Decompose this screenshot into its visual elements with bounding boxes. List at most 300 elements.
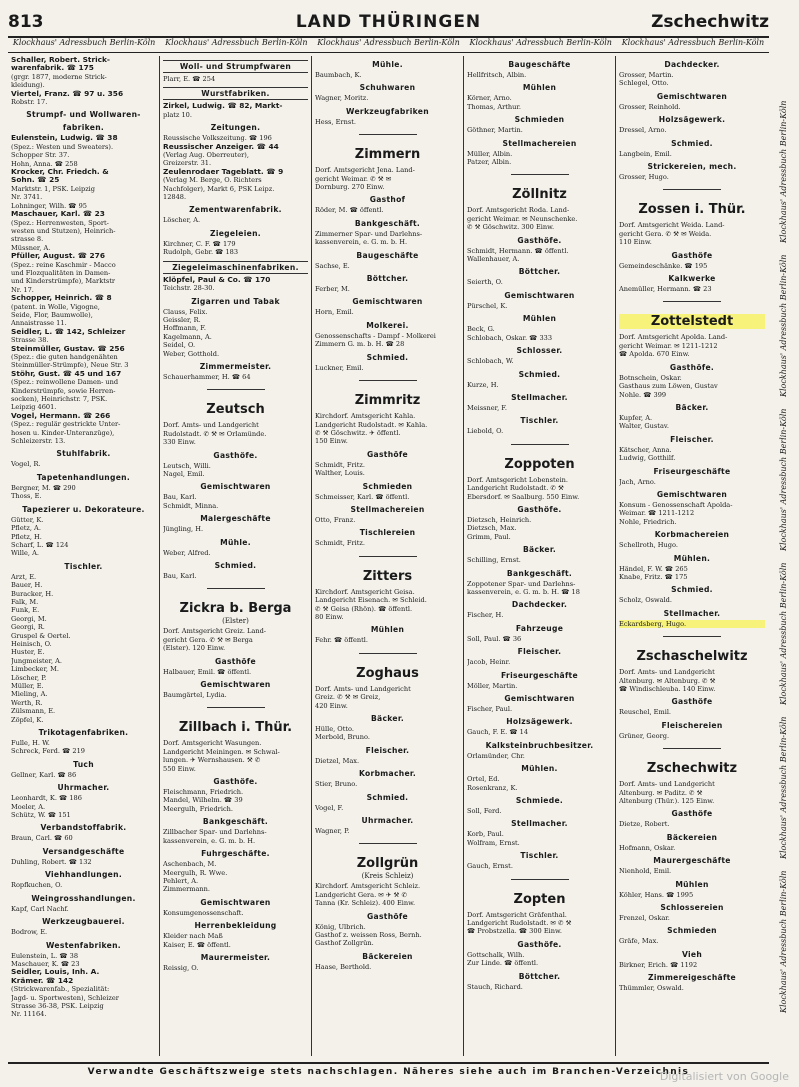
place-heading: Zoppoten [504,456,575,472]
category-heading: Holzsägewerk. [658,115,726,125]
directory-entry: Ortel, Ed. [467,775,500,784]
directory-entry: Kirchdorf. Amtsgericht Geisa. [315,587,415,596]
directory-entry: Röder, M. ☎ öffentl. [315,206,384,215]
directory-entry: Kleider nach Maß [163,932,223,941]
column-4 [464,56,616,1056]
category-heading: Mühle. [372,60,403,69]
directory-entry: (Spez.: Herrenwesten, Sport- [11,218,109,227]
directory-entry: Grosser, Hugo. [619,173,669,182]
directory-entry: Steinmüller, Gustav. ☎ 256 [11,344,125,353]
directory-entry: Falk, M. [11,597,39,606]
directory-entry: Schütz, W. ☎ 151 [11,811,71,820]
directory-entry: Soll, Paul. ☎ 36 [467,634,522,643]
directory-entry: Baumgärtel, Lydia. [163,691,227,700]
directory-entry: ☎ Probstzella. ☎ 300 Einw. [467,927,562,936]
directory-entry: Gasthof z. weissen Ross, Bernh. [315,931,422,940]
directory-entry: Gasthof Zollgrün. [315,939,374,948]
directory-entry: Anemüller, Hermann. ☎ 23 [619,285,712,294]
directory-entry: Jach, Arno. [619,477,656,486]
directory-entry: Bergner, M. ☎ 290 [11,483,76,492]
directory-entry: Scholz, Oswald. [619,596,672,605]
category-heading: Fahrzeuge [515,623,564,633]
category-heading: Tischlereien [359,528,416,538]
directory-entry: Hess, Ernst. [315,117,356,126]
place-heading: Zeutsch [206,402,265,418]
directory-columns [8,56,768,1056]
directory-entry: Soll, Ferd. [467,807,502,816]
directory-entry: Merbold, Bruno. [315,733,370,742]
directory-entry: Werth, R. [11,698,43,707]
directory-entry: Walther, Louis. [315,469,365,478]
directory-entry: Dorf. Amtsgericht Wasungen. [163,739,262,748]
directory-entry: Schopper Str. 37. [11,151,70,160]
place-heading: Zimmern [354,147,421,163]
directory-entry: Wallenhauer, A. [467,255,520,264]
category-heading: Gasthof [369,195,406,205]
category-heading: Weingrosshandlungen. [31,893,136,903]
directory-entry: (Spez.: die guten handgenähten [11,353,118,361]
directory-entry: Weber, Alfred. [163,548,211,557]
page-number: 813 [8,12,44,32]
directory-entry: Pürschel, K. [467,301,508,310]
directory-entry: Heinisch, O. [11,639,52,648]
directory-entry: 550 Einw. [163,764,196,773]
directory-entry: Wille, A. [11,549,39,558]
category-heading: Bäcker. [522,545,557,555]
category-heading: Bankgeschäft. [506,568,573,578]
category-heading: Kalkwerke [668,274,716,284]
directory-entry: (Spez.: reinwollene Damen- und [11,378,119,387]
directory-entry: Teichstr. 28-30. [163,284,215,293]
directory-entry: Gemeindeschänke. ☎ 195 [619,261,708,270]
directory-entry: kassenverein, e. G. m. b. H. [315,238,408,247]
directory-entry: Zoppotener Spar- und Darlehns- [467,579,576,588]
category-heading: Gemischtwaren [200,680,271,690]
directory-entry: Thümmler, Oswald. [619,984,684,993]
directory-entry: Schlobach, W. [467,357,514,366]
category-heading: Gasthöfe. [517,235,562,245]
directory-entry: Meissner, F. [467,403,507,412]
directory-entry: Horn, Emil. [315,308,354,317]
directory-entry: Altenburg (Thür.). 125 Einw. [619,797,715,806]
directory-entry: Landgericht Rudolstadt. ✆ ⚒ [467,484,564,493]
directory-entry: Zirkel, Ludwig. ☎ 82, Markt- [163,102,283,111]
directory-entry: Müller, Albin. [467,149,513,158]
category-heading: Stuhlfabrik. [56,449,111,459]
side-margin-banner [779,95,793,1025]
directory-entry: Ferber, M. [315,285,350,294]
directory-entry: Marktstr. 1, PSK. Leipzig [11,184,96,193]
directory-entry: Kirchner, C. F. ☎ 179 [163,239,236,248]
category-heading: Bankgeschäft. [354,218,421,228]
directory-entry: Beck, G. [467,325,495,334]
directory-entry: Dietze, Robert. [619,820,670,829]
directory-entry: Kirchdorf. Amtsgericht Kahla. [315,412,416,421]
directory-entry: Clauss, Felix. [163,307,208,316]
section-divider [359,556,417,557]
category-heading: Fleischereien [661,720,723,730]
directory-entry: Stauch, Richard. [467,982,523,991]
category-heading: Gemischtwaren [504,694,575,703]
directory-entry: Dietzel, Max. [315,756,360,765]
category-heading: Versandgeschäfte [42,846,125,856]
directory-entry: ☎ Apolda. 670 Einw. [619,350,690,359]
digitization-watermark: Digitalisiert von Google [659,1070,789,1083]
category-heading: Schmied. [671,585,713,595]
category-heading: Herrenbekleidung [194,921,277,931]
directory-entry: Seidler, L. ☎ 142, Schleizer [11,327,126,336]
directory-entry: Leipzig 4601. [11,403,57,412]
directory-entry: Altenburg. ✉ Altenburg. ✆ ⚒ [619,676,716,685]
directory-entry: Fischer, Paul. [467,705,513,713]
category-heading: Schlossereien [660,903,724,913]
category-heading: Vieh [681,949,703,959]
directory-entry: Fehr. ☎ öffentl. [315,636,368,645]
directory-entry: Baumbach, K. [315,71,362,79]
category-heading: Mühlen [370,625,405,635]
side-klockhaus-label: Klockhaus' Adressbuch Berlin-Köln [779,100,788,244]
category-heading: Fleischer. [365,745,410,755]
directory-entry: Nr. 17. [11,285,34,294]
klockhaus-label: Klockhaus' Adressbuch Berlin-Köln [12,38,156,47]
category-heading: Trikotagenfabriken. [38,728,129,738]
directory-entry: Ebersdorf. ✉ Saalburg. 550 Einw. [467,492,580,501]
category-heading: Bankgeschäft. [202,817,269,827]
directory-entry: und Flozqualitäten in Damen- [11,268,111,277]
category-heading: Zimmermeister. [199,361,272,371]
directory-entry: Konsum - Genossenschaft Apolda- [619,500,733,509]
directory-entry: (Spez.: Westen und Sweaters). [11,142,114,151]
category-heading: Schmiede. [515,796,564,806]
directory-entry: Gütter, K. [11,515,44,524]
directory-entry: Scharf, L. ☎ 124 [11,540,69,549]
place-heading: Zimmritz [354,393,421,409]
directory-entry: Schleizerstr. 13. [11,437,66,446]
place-heading: Zickra b. Berga [179,601,292,617]
directory-entry: Dorf. Amts- und Landgericht [315,684,411,693]
category-heading: Mühle. [220,537,251,547]
directory-entry: ☎ Windischleuba. 140 Einw. [619,685,716,693]
page-title: LAND THÜRINGEN [295,12,482,32]
directory-entry: Meergulh, Friedrich. [163,804,233,813]
directory-entry: gericht Weimar. ✉ Neunschenke. [467,214,578,223]
column-2 [160,56,312,1056]
directory-entry: Landgericht Rudolstadt. ✉ Kahla. [315,420,428,429]
category-heading: Gemischtwaren [200,897,271,907]
directory-entry: Fulle, H. W. [11,739,50,748]
directory-entry: Maschauer, K. ☎ 23 [11,959,80,968]
directory-entry: Aschenbach, M. [163,860,217,869]
directory-entry: Nachfolger), Markt 6, PSK Leipz. [163,184,275,193]
category-heading: Stellmacher. [663,608,721,618]
directory-entry: Müssner, A. [11,243,51,252]
category-heading: Friseurgeschäfte [653,466,731,476]
directory-entry: Kaiser, E. ☎ öffentl. [163,940,231,949]
directory-entry: Weimar. ☎ 1211-1212 [619,509,695,518]
category-heading: Gemischtwaren [200,482,271,492]
category-heading: Strickereien, mech. [647,162,737,172]
section-divider [359,653,417,654]
directory-entry: Sohn. ☎ 25 [11,176,60,185]
directory-entry: Gauch, Ernst. [467,862,513,871]
directory-entry: kassenverein, e. G. m. b. H. ☎ 18 [467,587,580,596]
section-divider [359,843,417,844]
directory-entry: Sachse, E. [315,261,350,270]
page-header [8,10,769,38]
category-heading: Schlosser. [516,346,563,356]
category-heading: Gasthöfe. [213,777,258,787]
directory-entry: Dorf. Amts- und Landgericht [163,421,259,430]
directory-entry: (Verlag M. Berge, O. Richters [163,176,262,185]
category-heading: Schmieden [667,926,717,936]
category-heading: Maurergeschäfte [653,856,731,866]
klockhaus-label: Klockhaus' Adressbuch Berlin-Köln [469,38,612,47]
directory-entry: Eulenstein, Ludwig. ☎ 38 [11,134,118,143]
directory-entry: Luckner, Emil. [315,363,364,372]
directory-entry: Dorf. Amtsgericht Roda. Land- [467,206,570,215]
category-heading: Gasthöfe [367,911,408,921]
directory-entry: hosen u. Kinder-Unteranzüge), [11,428,115,437]
directory-entry: gericht Gera. ✆ ⚒ ✉ Weida. [619,229,712,238]
directory-entry: Frenzel, Oskar. [619,914,670,923]
directory-entry: Tanna (Kr. Schleiz). 400 Einw. [315,899,416,908]
directory-entry: kleidung). [11,81,45,90]
category-heading: Gasthöfe [367,449,408,459]
directory-entry: Braun, Carl. ☎ 60 [11,834,73,843]
category-heading: Gemischtwaren [352,297,423,307]
category-heading: Westenfabriken. [46,940,121,950]
directory-entry: Buracker, H. [11,589,54,598]
directory-entry: Gruspel & Oertel. [11,631,71,640]
directory-entry: (Verlag Aug. Oberreuter), [163,151,249,160]
directory-entry: Dietzsch, Max. [467,524,517,533]
directory-entry: platz 10. [163,110,192,119]
directory-entry: Jüngling, H. [163,525,204,534]
directory-entry: Pfüller, August. ☎ 276 [11,252,105,261]
directory-entry: (Strickwarenfab., Spezialität: [11,985,110,994]
directory-entry: Hülle, Otto. [315,725,354,733]
section-divider [663,189,721,190]
directory-entry: Jagd- u. Sportwesten), Schleizer [11,993,119,1002]
category-heading: Werkzeugbauerei. [42,917,125,927]
directory-entry: Körner, Arno. [467,94,512,103]
klockhaus-label: Klockhaus' Adressbuch Berlin-Köln [621,38,765,47]
category-heading: Dachdecker. [664,60,720,69]
category-heading: Schmied. [366,792,409,802]
category-heading: Tischler. [64,561,103,571]
place-heading: Zopten [513,891,566,907]
directory-entry: Greiz. ✆ ⚒ ✉ Greiz, [315,693,381,702]
directory-entry: Kupfer, A. [619,413,653,422]
directory-entry: Schmidt, Hermann. ☎ öffentl. [467,246,569,255]
directory-entry: Leutsch, Willi. [163,461,211,470]
directory-entry: Schauerhammer, H. ☎ 64 [163,372,251,381]
category-heading: Tapezierer u. Dekorateure. [22,504,145,514]
directory-entry: Gellner, Karl. ☎ 86 [11,770,77,779]
category-heading: Kalksteinbruchbesitzer. [485,740,594,750]
category-heading: Strumpf- und Wollwaren- [26,110,141,120]
directory-entry: Wolfram, Ernst. [467,838,520,847]
directory-entry: Schilling, Ernst. [467,556,521,565]
directory-entry: Rudolph, Gebr. ☎ 183 [163,248,239,257]
category-heading: Molkerei. [366,320,409,330]
category-heading: Tapetenhandlungen. [36,472,131,482]
directory-entry: Dorf. Amtsgericht Apolda. Land- [619,333,728,342]
category-heading: Gemischtwaren [504,290,575,300]
category-heading: Uhrmacher. [361,816,414,826]
directory-entry: 80 Einw. [315,612,344,621]
category-heading: Stellmacher. [511,819,568,829]
directory-entry: Wagner, Moritz. [315,94,369,103]
directory-entry: Seide, Flor, Baumwolle), [11,310,93,319]
directory-entry: Walter, Gustav. [619,422,669,431]
directory-entry: 12848. [163,193,187,202]
directory-entry: Dorf. Amts- und Landgericht [619,668,715,677]
directory-entry: Schlegel, Otto. [619,79,669,88]
directory-entry: Rosenkranz, K. [467,783,518,792]
directory-entry: Nienhold, Emil. [619,867,672,876]
directory-entry: Zimmern G. m. b. H. ☎ 28 [315,340,405,349]
directory-entry: Schmeisser, Karl. ☎ öffentl. [315,492,410,501]
directory-entry: Altenburg. ✉ Paditz. ✆ ⚒ [619,788,703,797]
directory-entry: Nagel, Emil. [163,469,205,478]
directory-entry: Landgericht Eisenach. ✉ Schleid. [315,596,427,605]
directory-entry: Schmidt, Fritz. [315,460,365,469]
place-heading: Zöllnitz [512,187,567,203]
directory-entry: Zülsmann, E. [11,707,56,716]
directory-entry: Eulenstein, L. ☎ 38 [11,951,79,960]
directory-entry: Reuschel, Emil. [619,708,672,717]
directory-entry: Schmidt, Fritz. [315,539,365,548]
directory-entry: (patent. in Wolle, Vigogne, [11,302,100,311]
directory-entry: Pehlert, A. [163,876,199,885]
directory-entry: Kinderstrümpfe, sowie Herren- [11,386,116,395]
category-heading: Fleischer. [517,647,562,657]
category-heading: Gemischtwaren [656,91,728,101]
category-heading: Werkzeugfabriken [346,106,429,116]
directory-entry: Seidel, O. [163,341,196,350]
directory-entry: und Kinderstrümpfe), Marktstr [11,277,116,286]
footer-note: Verwandte Geschäftszweige stets nachschlagen. Näheres siehe auch im Branchen-Verzeichnis [8,1062,769,1077]
category-heading: Gasthöfe [671,697,713,707]
category-heading: Stellmacher. [511,392,568,402]
side-klockhaus-label: Klockhaus' Adressbuch Berlin-Köln [779,254,788,398]
category-heading: Schuhwaren [359,83,416,93]
directory-entry: strasse 8. [11,235,44,244]
directory-entry: Georgi, R. [11,623,45,632]
category-heading: Baugeschäfte [508,60,571,69]
directory-entry: Gräfe, Max. [619,937,659,946]
directory-entry: Huster, E. [11,648,45,657]
section-divider [511,174,569,175]
directory-entry: lungen. ✈ Wernshausen. ⚒ ✆ [163,756,261,765]
directory-entry: Weber, Gotthold. [163,349,220,358]
directory-entry: Nohle, Friedrich. [619,517,677,526]
klockhaus-label: Klockhaus' Adressbuch Berlin-Köln [317,38,460,47]
category-heading: Gasthöfe [671,809,713,819]
directory-entry: Steinmüller-Strümpfe), Neue Str. 3 [11,361,129,370]
directory-entry: Viertel, Franz. ☎ 97 u. 356 [11,89,124,98]
directory-entry: Nohle. ☎ 399 [619,390,667,399]
directory-entry: Stier, Bruno. [315,780,358,789]
category-heading: Dachdecker. [511,600,568,610]
directory-entry: Jacob, Heinr. [467,658,511,667]
directory-entry: Orlamünder, Chr. [467,751,525,760]
directory-entry: gericht Weimar. ✉ 1211-1212 [619,341,718,350]
category-heading: Holzsägewerk. [506,717,573,727]
section-divider [207,389,265,390]
directory-entry: Robstr. 17. [11,98,48,107]
directory-entry: Jungmeister, A. [11,656,63,665]
directory-entry: Gottschalk, Wilh. [467,950,525,959]
category-heading: Zimmereigeschäfte [648,973,736,983]
section-divider [207,707,265,708]
category-heading: Mühlen. [521,764,558,774]
directory-entry: Müller, E. [11,682,44,690]
directory-entry: Knabe, Fritz. ☎ 175 [619,572,688,581]
directory-entry: Grosser, Reinhold. [619,102,681,111]
directory-entry: Nr. 3741. [11,193,43,202]
directory-entry: Dorf. Amtsgericht Lobenstein. [467,475,569,484]
directory-entry: Patzer, Albin. [467,158,512,167]
directory-entry: Hoffmann, F. [163,324,206,333]
directory-entry: (Spez.: regulär gestrickte Unter- [11,420,121,429]
category-heading: Fleischer. [670,434,714,444]
place-heading: Zottelstedt [619,314,765,329]
directory-entry: Schmidt, Minna. [163,501,219,510]
klockhaus-label: Klockhaus' Adressbuch Berlin-Köln [165,38,308,47]
category-heading: Friseurgeschäfte [501,670,578,680]
category-heading: Gasthöfe. [517,504,562,514]
section-divider [511,444,569,445]
directory-entry: Zur Linde. ☎ öffentl. [467,959,539,968]
running-place-name: Zschechwitz [651,12,769,32]
directory-entry: Greizerstr. 31. [163,159,212,168]
directory-entry: Annaistrasse 11. [11,319,67,328]
place-heading: Zschechwitz [646,761,738,777]
directory-entry: (Spez.: reine Kaschmir - Macco [11,260,116,269]
category-heading: Böttcher. [518,267,561,277]
directory-entry: Konsumgenossenschaft. [163,908,244,917]
directory-entry: Zöpfel, K. [11,715,44,724]
directory-entry: 110 Einw. [619,238,652,247]
directory-entry: Seidler, Louis, Inh. A. [11,968,100,977]
category-heading: Malergeschäfte [200,514,271,524]
category-heading: Gemischtwaren [656,489,728,499]
place-subheading: (Kreis Schleiz) [361,872,414,881]
directory-entry: Reussische Volkszeitung. ☎ 196 [163,134,272,143]
side-klockhaus-label: Klockhaus' Adressbuch Berlin-Köln [779,716,788,860]
directory-entry: Arzt, E. [11,572,37,581]
directory-entry: Dorf. Amtsgericht Jena. Land- [315,166,415,175]
category-heading: Stellmachereien [502,138,577,148]
directory-entry: Wagner, P. [315,827,350,836]
category-heading: Bäckereien [666,832,718,842]
category-heading: Schmied. [366,352,409,362]
category-heading: Schmieden [514,115,565,125]
directory-entry: Reussischer Anzeiger. ☎ 44 [163,142,279,151]
directory-entry: Lohninger, Wilh. ☎ 95 [11,201,87,210]
directory-entry: Mieling, A. [11,690,48,699]
directory-entry: Gasthaus zum Löwen, Gustav [619,382,718,391]
directory-entry: Kurze, H. [467,380,499,389]
directory-entry: Liebold, O. [467,427,504,436]
directory-entry: Löscher, P. [11,673,47,682]
directory-entry: Rudolstadt. ✆ ⚒ ✉ Orlamünde. [163,429,267,438]
directory-entry: 420 Einw. [315,701,348,710]
category-heading: Schmied. [518,369,561,379]
directory-entry: Meergulh, R. Wwe. [163,868,228,877]
